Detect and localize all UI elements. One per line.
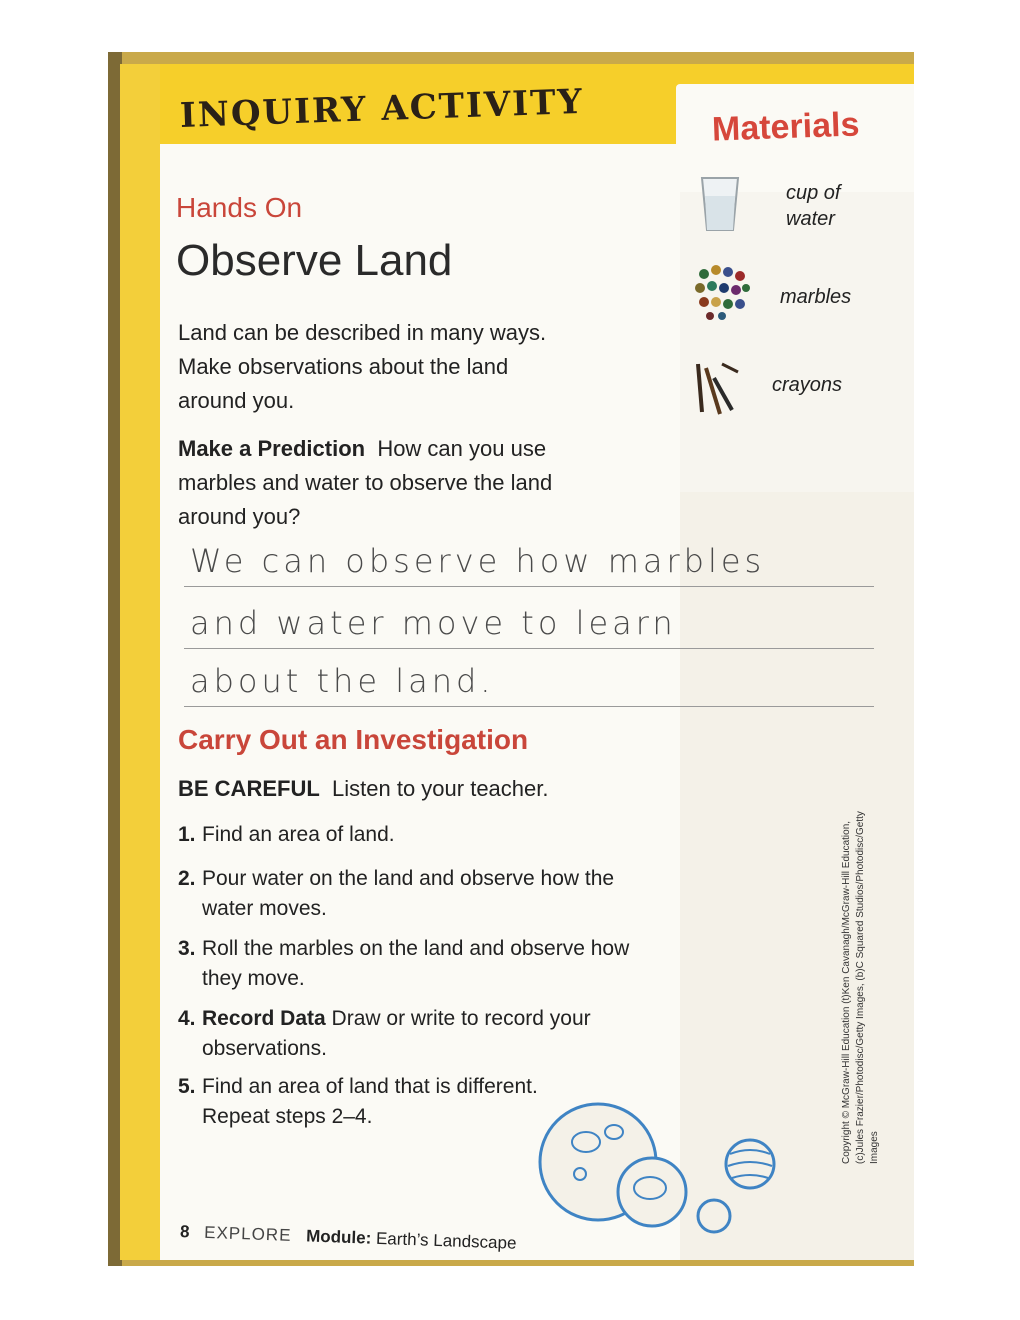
copyright-line: Copyright © McGraw-Hill Education (t)Ken Cavanagh/McGraw-Hill Education, — [841, 820, 852, 1164]
material-label: crayons — [772, 374, 843, 396]
left-margin-band — [120, 64, 160, 1260]
step-text: Roll the marbles on the land and observe how — [202, 937, 630, 960]
footer-module-label: Module: — [305, 1226, 372, 1248]
cup-icon — [698, 174, 742, 239]
materials-title: Materials — [711, 105, 861, 149]
step-text: Find an area of land that is different. — [202, 1075, 538, 1098]
material-marbles — [780, 284, 851, 310]
material-label: water — [786, 208, 835, 230]
step-item — [178, 864, 678, 924]
step-number: 1. — [178, 823, 196, 846]
investigation-title: Carry Out an Investigation — [178, 724, 529, 755]
step-number: 2. — [178, 867, 196, 890]
prediction-line: marbles and water to observe the land — [178, 470, 553, 495]
be-careful-text: Listen to your teacher. — [332, 776, 549, 801]
step-text: water moves. — [202, 897, 327, 920]
page-title: Observe Land — [176, 236, 453, 285]
intro-paragraph — [178, 316, 546, 418]
handwritten-answer-line: We can observe how marbles — [190, 542, 766, 580]
writing-rule — [184, 648, 874, 649]
intro-line: Land can be described in many ways. — [178, 320, 547, 345]
step-number: 3. — [178, 937, 196, 960]
footer-module-name: Earth’s Landscape — [375, 1228, 517, 1253]
copyright-line: (c)Jules Frazier/Photodisc/Getty Images, (b)C Squared Studios/Photodisc/Getty Images — [855, 811, 880, 1164]
copyright-notice — [840, 784, 882, 1164]
step-text: Draw or write to record your — [331, 1007, 591, 1030]
intro-line: around you. — [178, 388, 295, 413]
step-item — [178, 1004, 678, 1064]
prediction-line: How can you use — [377, 436, 547, 461]
step-text: Find an area of land. — [202, 823, 395, 846]
step-item — [178, 820, 678, 850]
step-number: 5. — [178, 1075, 196, 1098]
marbles-illustration — [528, 1092, 788, 1247]
intro-line: Make observations about the land — [178, 354, 509, 379]
material-label: cup of — [786, 182, 841, 204]
step-number: 4. — [178, 1007, 196, 1030]
material-label: marbles — [780, 286, 852, 308]
crayons-icon — [692, 358, 742, 423]
handwritten-answer-line: and water move to learn — [190, 604, 677, 642]
step-text: Repeat steps 2–4. — [202, 1105, 373, 1128]
workbook-page — [120, 64, 914, 1260]
marbles-icon — [690, 260, 754, 329]
step-text: Pour water on the land and observe how the — [202, 867, 615, 890]
material-cup-of-water — [786, 180, 840, 232]
be-careful-label: BE CAREFUL — [178, 776, 320, 801]
step-text: they move. — [202, 967, 305, 990]
page-number: 8 — [179, 1222, 190, 1242]
step-text: observations. — [202, 1037, 327, 1060]
be-careful-note — [178, 776, 548, 802]
writing-rule — [184, 586, 874, 587]
writing-rule — [184, 706, 874, 707]
step-label: Record Data — [202, 1007, 326, 1030]
material-crayons — [772, 372, 842, 398]
hands-on-kicker: Hands On — [176, 192, 303, 223]
footer-section: EXPLORE — [203, 1222, 292, 1245]
prediction-line: around you? — [178, 504, 301, 529]
handwritten-answer-line: about the land. — [190, 662, 495, 700]
prediction-paragraph — [178, 432, 552, 534]
activity-title: INQUIRY ACTIVITY — [179, 81, 585, 136]
prediction-label: Make a Prediction — [178, 436, 366, 461]
workbook-photo — [108, 52, 914, 1266]
step-item — [178, 934, 678, 994]
